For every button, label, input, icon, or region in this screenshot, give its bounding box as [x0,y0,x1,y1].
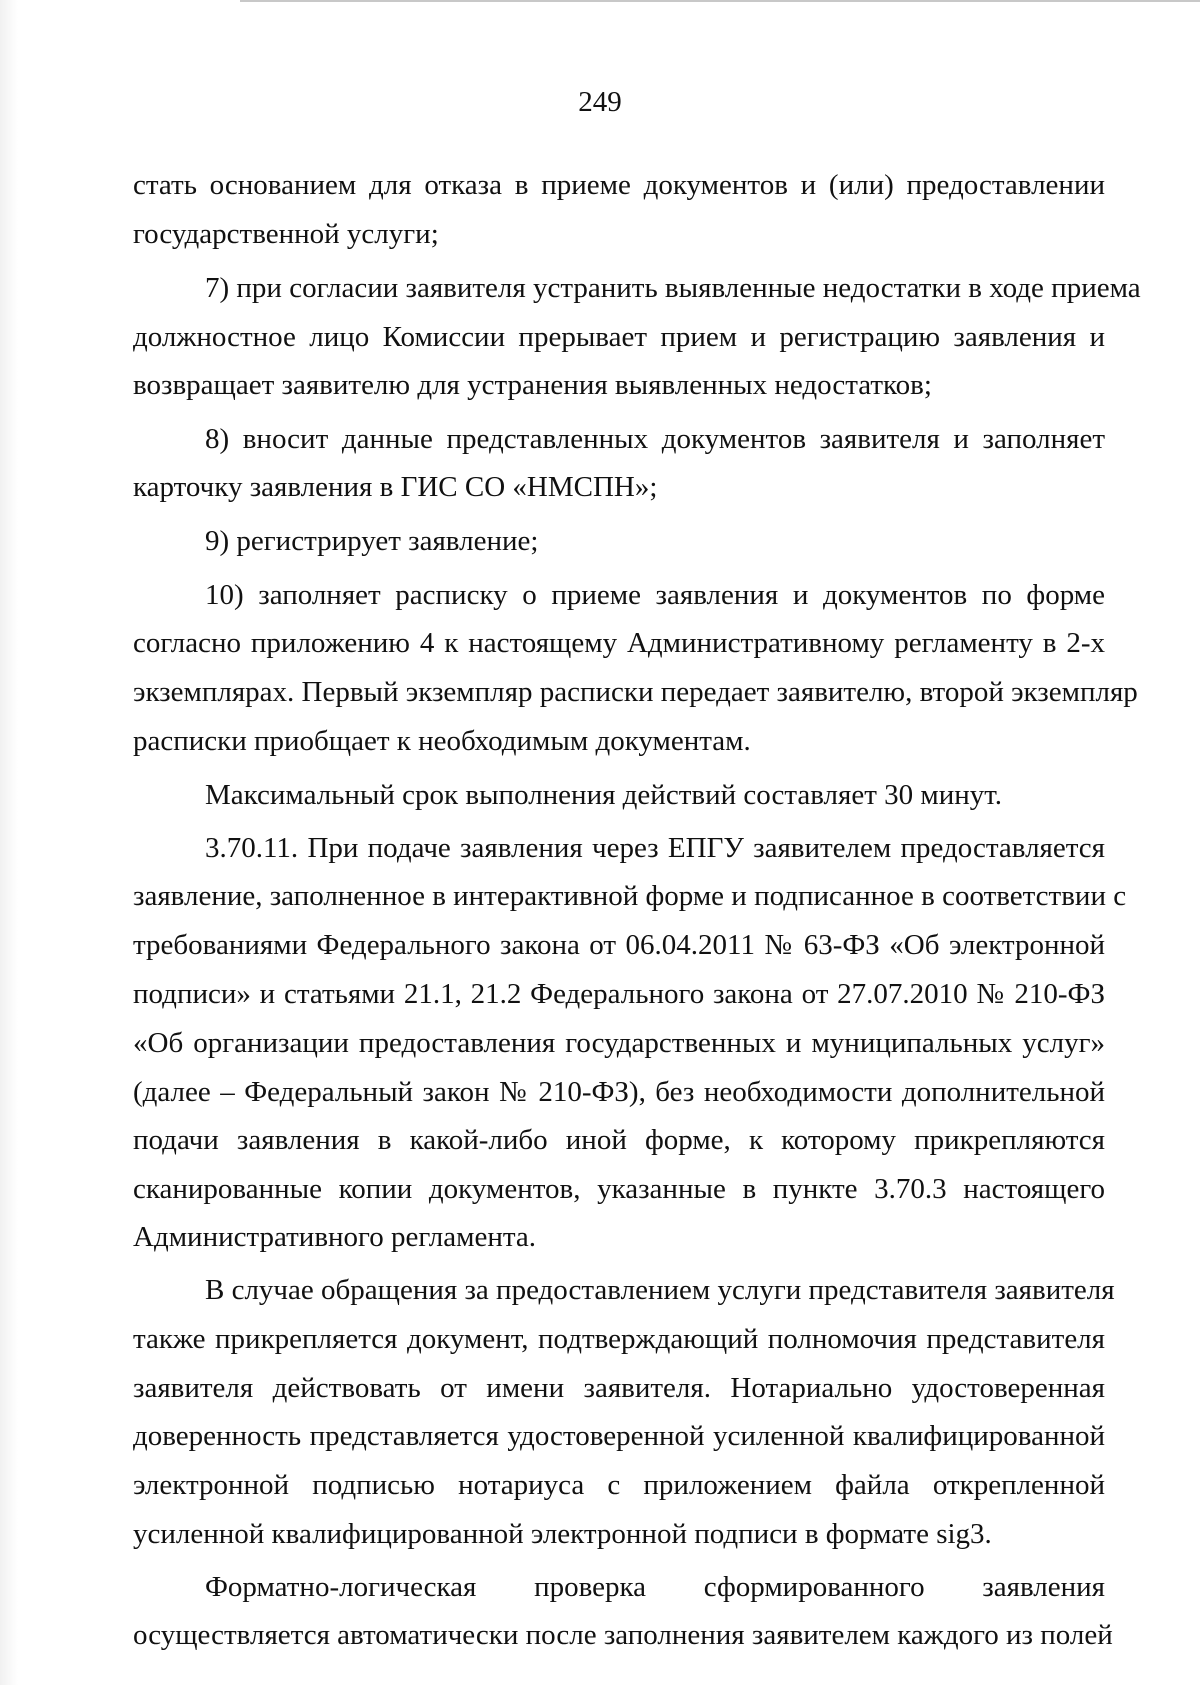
text-line: расписки приобщает к необходимым документам. [133,725,751,757]
text-line: 9) регистрирует заявление; [205,525,539,557]
text-line: подписи» и статьями 21.1, 21.2 Федерального закона от 27.07.2010 № 210-ФЗ [133,978,1105,1010]
text-line: стать основанием для отказа в приеме документов и (или) предоставлении [133,169,1105,201]
text-line: усиленной квалифицированной электронной подписи в формате sig3. [133,1518,992,1550]
text-line: 3.70.11. При подаче заявления через ЕПГУ заявителем предоставляется [205,832,1105,864]
text-line: доверенность представляется удостоверенной усиленной квалифицированной [133,1420,1105,1452]
scan-top-border [240,0,1200,2]
text-line: «Об организации предоставления государственных и муниципальных услуг» [133,1027,1105,1059]
text-line: сканированные копии документов, указанные в пункте 3.70.3 настоящего [133,1173,1105,1205]
text-line: государственной услуги; [133,218,439,250]
text-line: 7) при согласии заявителя устранить выявленные недостатки в ходе приема [205,272,1141,304]
text-line: согласно приложению 4 к настоящему Административному регламенту в 2-х [133,627,1105,659]
text-line: должностное лицо Комиссии прерывает прием и регистрацию заявления и [133,321,1105,353]
text-line: заявление, заполненное в интерактивной форме и подписанное в соответствии с [133,880,1127,912]
text-line: Форматно-логическая проверка сформированного заявления [205,1571,1105,1603]
text-line: 8) вносит данные представленных документов заявителя и заполняет [205,423,1105,455]
text-line: заявителя действовать от имени заявителя. Нотариально удостоверенная [133,1372,1105,1404]
text-line: Максимальный срок выполнения действий составляет 30 минут. [205,779,1003,811]
scan-left-margin [0,0,18,1685]
text-line: также прикрепляется документ, подтверждающий полномочия представителя [133,1323,1105,1355]
text-line: требованиями Федерального закона от 06.04.2011 № 63-ФЗ «Об электронной [133,929,1105,961]
text-line: 10) заполняет расписку о приеме заявления и документов по форме [205,579,1105,611]
text-line: подачи заявления в какой-либо иной форме, к которому прикрепляются [133,1124,1105,1156]
text-line: Административного регламента. [133,1221,536,1253]
text-line: электронной подписью нотариуса с приложением файла открепленной [133,1469,1105,1501]
text-line: осуществляется автоматически после заполнения заявителем каждого из полей [133,1619,1113,1651]
text-line: В случае обращения за предоставлением услуги представителя заявителя [205,1274,1115,1306]
text-line: (далее – Федеральный закон № 210-ФЗ), без необходимости дополнительной [133,1076,1105,1108]
text-line: возвращает заявителю для устранения выявленных недостатков; [133,369,932,401]
text-line: экземплярах. Первый экземпляр расписки передает заявителю, второй экземпляр [133,676,1138,708]
text-line: карточку заявления в ГИС СО «НМСПН»; [133,471,658,503]
page-number: 249 [578,86,622,118]
